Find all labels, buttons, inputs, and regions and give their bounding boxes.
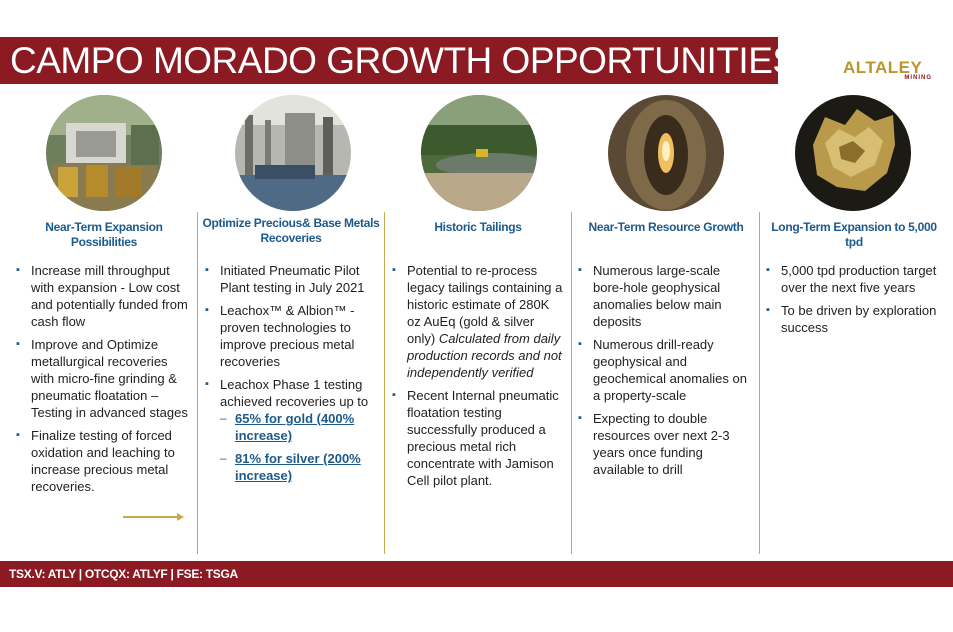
bullet-list bbox=[16, 262, 194, 501]
list-item-text: Leachox Phase 1 testing achieved recoveries up to bbox=[220, 377, 369, 409]
list-item: ▪ Increase mill throughput with expansion - Low cost and potentially funded from cash flow bbox=[16, 262, 194, 330]
sub-list-item bbox=[220, 450, 377, 484]
list-item: ▪ Numerous large-scale bore-hole geophysical anomalies below main deposits bbox=[578, 262, 752, 330]
column-heading: Optimize Precious& Base Metals Recoveries bbox=[202, 216, 380, 245]
bullet-list bbox=[578, 262, 752, 484]
page-title: CAMPO MORADO GROWTH OPPORTUNITIES bbox=[10, 40, 797, 81]
column-heading: Near-Term Expansion Possibilities bbox=[45, 220, 163, 249]
tailings-photo bbox=[421, 95, 537, 211]
list-item: ▪ Initiated Pneumatic Pilot Plant testing in July 2021 bbox=[205, 262, 377, 296]
right-arrow-icon bbox=[123, 512, 185, 522]
list-item bbox=[392, 262, 564, 381]
mill-plant-photo bbox=[46, 95, 162, 211]
pilot-plant-photo bbox=[235, 95, 351, 211]
list-item: ▪ Recent Internal pneumatic floatation testing successfully produced a precious metal rich concentrate with Jamison Cell pilot plant. bbox=[392, 387, 564, 489]
bullet-list bbox=[392, 262, 564, 495]
column-heading: Historic Tailings bbox=[434, 220, 522, 234]
list-item: ▪ Numerous drill-ready geophysical and geochemical anomalies on a property-scale bbox=[578, 336, 752, 404]
company-logo bbox=[843, 58, 938, 86]
list-item: ▪ Finalize testing of forced oxidation and leaching to increase precious metal recoveries. bbox=[16, 427, 194, 495]
column-heading: Near-Term Resource Growth bbox=[588, 220, 744, 234]
list-item: ▪ Leachox™ & Albion™ - proven technologies to improve precious metal recoveries bbox=[205, 302, 377, 370]
ticker-symbols: TSX.V: ATLY | OTCQX: ATLYF | FSE: TSGA bbox=[9, 567, 238, 581]
sub-list-item bbox=[220, 410, 377, 444]
column-divider bbox=[197, 212, 198, 554]
list-item: ▪ Expecting to double resources over next 2-3 years once funding available to drill bbox=[578, 410, 752, 478]
column-divider bbox=[384, 212, 385, 554]
logo-word: ALTALEY bbox=[843, 58, 923, 77]
list-item: ▪ To be driven by exploration success bbox=[766, 302, 940, 336]
silver-recovery-link[interactable]: 81% for silver (200% increase) bbox=[235, 451, 361, 483]
list-item: ▪ 5,000 tpd production target over the next five years bbox=[766, 262, 940, 296]
column-tailings bbox=[388, 216, 568, 488]
column-divider bbox=[571, 212, 572, 554]
column-expansion bbox=[12, 216, 196, 494]
list-item: ▪ Improve and Optimize metallurgical recoveries with micro-fine grinding & pneumatic floatation – Testing in advanced stages bbox=[16, 336, 194, 421]
bullet-list bbox=[205, 262, 377, 483]
list-item-italic-note: Calculated from daily production records and not independently verified bbox=[407, 331, 562, 380]
column-heading: Long-Term Expansion to 5,000 tpd bbox=[771, 220, 937, 249]
sub-bullet-list bbox=[220, 410, 377, 490]
list-item-text: Potential to re-process legacy tailings containing a historic estimate of 280K oz AuEq (gold & silver only) bbox=[407, 263, 563, 346]
column-long-term bbox=[762, 216, 946, 335]
gold-recovery-link[interactable]: 65% for gold (400% increase) bbox=[235, 411, 355, 443]
title-bar bbox=[0, 37, 797, 84]
mine-tunnel-photo bbox=[608, 95, 724, 211]
column-recoveries bbox=[202, 216, 380, 483]
column-divider bbox=[759, 212, 760, 554]
footer-bar bbox=[0, 561, 953, 587]
logo-sub: MINING bbox=[904, 75, 932, 81]
gold-nugget-photo bbox=[795, 95, 911, 211]
column-resource-growth bbox=[574, 216, 758, 477]
bullet-list bbox=[766, 262, 940, 342]
list-item bbox=[205, 376, 377, 483]
